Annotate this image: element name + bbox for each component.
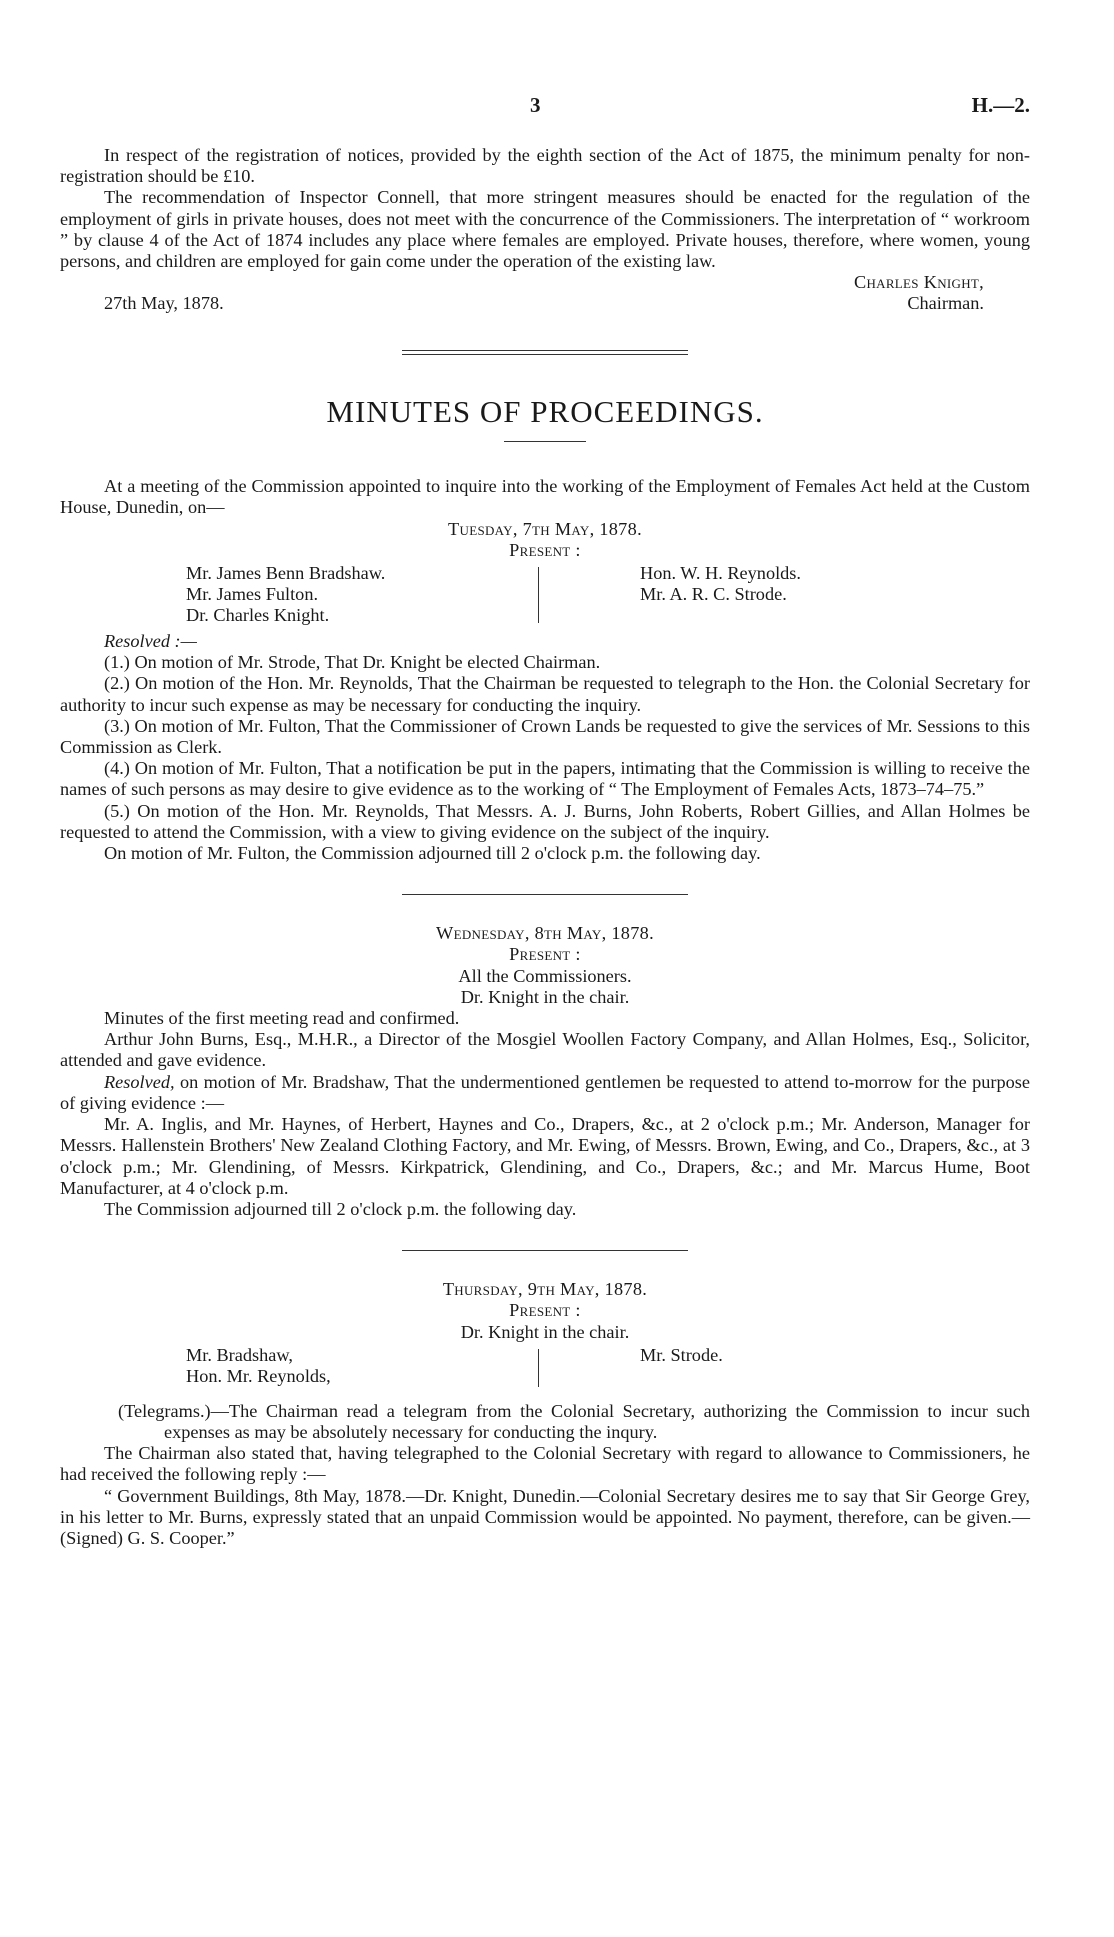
member-name: Dr. Charles Knight.	[186, 605, 330, 626]
member-name: Mr. A. R. C. Strode.	[640, 584, 787, 605]
meeting-2-paragraph-3	[60, 1072, 1030, 1114]
member-name: Mr. Bradshaw,	[186, 1344, 293, 1365]
meeting-2-chair: Dr. Knight in the chair.	[460, 986, 630, 1007]
meeting-2-paragraph-2: Arthur John Burns, Esq., M.H.R., a Director of the Mosgiel Woollen Factory Company, and Allan Holmes, Esq., Solicitor, attended and gave evidence.	[60, 1029, 1030, 1071]
member-name: Mr. James Fulton.	[186, 584, 319, 605]
members-right-column	[640, 563, 801, 605]
divider	[402, 1250, 688, 1251]
meeting-1-members	[60, 563, 1030, 627]
resolution-3: (3.) On motion of Mr. Fulton, That the Commissioner of Crown Lands be requested to give the services of Mr. Sessions to this Commission as Clerk.	[60, 715, 1030, 758]
members-right-column	[640, 1345, 723, 1366]
members-left-column	[186, 563, 385, 627]
divider	[402, 894, 688, 895]
meeting-3-members	[60, 1345, 1030, 1389]
meeting-3-date: Thursday, 9th May, 1878.	[442, 1279, 648, 1300]
signature-title: Chairman.	[907, 293, 984, 314]
meeting-1-present-label: Present :	[509, 539, 581, 560]
page-header	[60, 95, 1030, 125]
meeting-1-date: Tuesday, 7th May, 1878.	[448, 518, 642, 539]
meeting-2-present-all: All the Commissioners.	[458, 965, 632, 986]
intro-paragraph-2: The recommendation of Inspector Connell, that more stringent measures should be enacted for the regulation of the employment of girls in private houses, does not meet with the concurrence of the Commissioners. The interpretation of “ workroom ” by clause 4 of the Act of 1874 includes any place where females are employed. Private houses, therefore, where women, young persons, and children are employed for gain come under the operation of the existing law.	[60, 187, 1030, 272]
meeting-3-telegram-quote: “ Government Buildings, 8th May, 1878.—Dr. Knight, Dunedin.—Colonial Secretary desires me to say that Sir George Grey, in his letter to Mr. Burns, expressly stated that an unpaid Commission would be appointed. No payment, therefore, can be given.—(Signed) G. S. Cooper.”	[60, 1485, 1030, 1548]
resolution-text: on motion of Mr. Bradshaw, That the undermentioned gentlemen be requested to attend to-morrow for the purpose of giving evidence :—	[60, 1071, 1030, 1113]
section-title: MINUTES OF PROCEEDINGS.	[326, 394, 764, 430]
resolution-1: (1.) On motion of Mr. Strode, That Dr. Knight be elected Chairman.	[104, 652, 601, 673]
meeting-2-date: Wednesday, 8th May, 1878.	[436, 923, 654, 944]
date-line	[60, 293, 1030, 314]
report-date: 27th May, 1878.	[104, 293, 224, 314]
meeting-3-telegrams: (Telegrams.)—The Chairman read a telegram from the Colonial Secretary, authorizing the Commission to incur such expenses as may be absolutely necessary for conducting the inqury.	[118, 1400, 1030, 1442]
meeting-2-paragraph-4: Mr. A. Inglis, and Mr. Haynes, of Herbert, Haynes and Co., Drapers, &c., at 2 o'clock p.m.; Mr. Anderson, Manager for Messrs. Hallenstein Brothers' New Zealand Clothing Factory, and Mr. Ewing, of Messrs. Brown, Ewing, and Co., Drapers, &c., at 3 o'clock p.m.; Mr. Glendining, of Messrs. Kirkpatrick, Glendining, and Co., Drapers, &c.; and Mr. Marcus Hume, Boot Manufacturer, at 4 o'clock p.m.	[60, 1114, 1030, 1198]
members-left-column	[186, 1345, 331, 1387]
member-name: Hon. W. H. Reynolds.	[640, 563, 801, 584]
meeting-3-chair: Dr. Knight in the chair.	[460, 1321, 630, 1342]
opening-paragraph: At a meeting of the Commission appointed to inquire into the working of the Employment of Females Act held at the Custom House, Dunedin, on—	[60, 476, 1030, 518]
resolved-label: Resolved :—	[104, 631, 197, 652]
meeting-2-paragraph-5: The Commission adjourned till 2 o'clock p.m. the following day.	[104, 1198, 577, 1219]
member-name: Mr. Strode.	[640, 1344, 723, 1365]
column-separator	[538, 567, 539, 623]
resolution-5: (5.) On motion of the Hon. Mr. Reynolds, That Messrs. A. J. Burns, John Roberts, Robert Gillies, and Allan Holmes be requested to attend the Commission, with a view to giving evidence on the subject of the inquiry.	[60, 800, 1030, 842]
member-name: Hon. Mr. Reynolds,	[186, 1365, 331, 1386]
resolution-2: (2.) On motion of the Hon. Mr. Reynolds, That the Chairman be requested to telegraph to the Hon. the Colonial Secretary for authority to incur such expense as may be necessary for conducting the inquiry.	[60, 673, 1030, 715]
title-underline	[504, 441, 586, 442]
meeting-3-present-label: Present :	[509, 1300, 581, 1321]
signature-line	[60, 272, 1030, 293]
page-number: 3	[530, 93, 541, 117]
meeting-2-paragraph-1: Minutes of the first meeting read and confirmed.	[104, 1008, 460, 1029]
meeting-3-paragraph-2: The Chairman also stated that, having telegraphed to the Colonial Secretary with regard to allowance to Commissioners, he had received the following reply :—	[60, 1443, 1030, 1485]
adjournment-1: On motion of Mr. Fulton, the Commission adjourned till 2 o'clock p.m. the following day.	[104, 843, 761, 864]
resolved-word: Resolved,	[104, 1071, 175, 1092]
double-divider	[402, 350, 688, 355]
member-name: Mr. James Benn Bradshaw.	[186, 563, 386, 584]
column-separator	[538, 1349, 539, 1387]
resolution-4: (4.) On motion of Mr. Fulton, That a notification be put in the papers, intimating that the Commission is willing to receive the names of such persons as may desire to give evidence as to the working of “ The Employment of Females Acts, 1873–74–75.”	[60, 758, 1030, 800]
signature-name: Charles Knight,	[853, 272, 984, 293]
meeting-2-present-label: Present :	[509, 944, 581, 965]
document-code: H.—2.	[971, 93, 1030, 117]
intro-paragraph-1: In respect of the registration of notices, provided by the eighth section of the Act of 1875, the minimum penalty for non-registration should be £10.	[60, 145, 1030, 187]
